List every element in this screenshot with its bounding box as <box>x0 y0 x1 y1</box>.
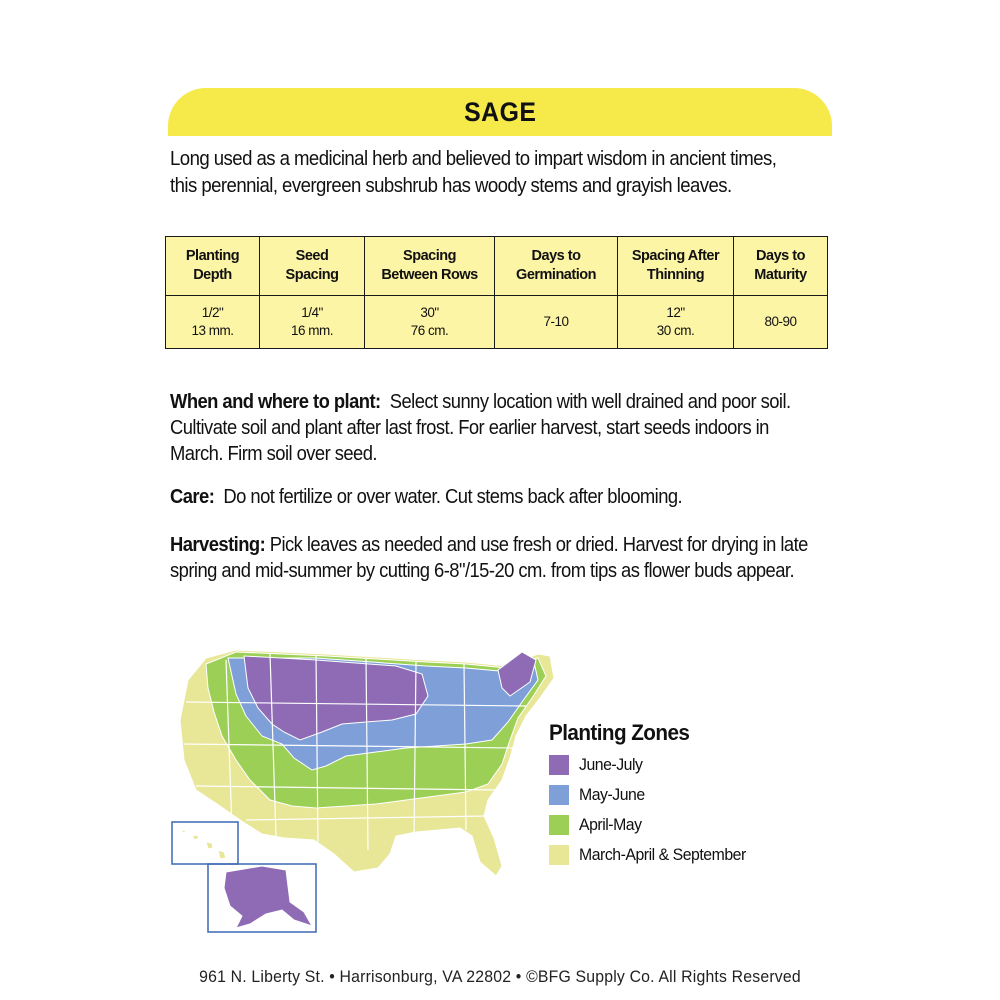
page-title: SAGE <box>463 96 537 127</box>
footer-address: 961 N. Liberty St. • Harrisonburg, VA 22802 • ©BFG Supply Co. All Rights Reserved <box>199 967 801 986</box>
maturity-header: Days to Maturity <box>754 248 807 283</box>
maturity-value: 80-90 <box>764 314 797 329</box>
planting-zones-legend <box>549 720 809 870</box>
legend-title: Planting Zones <box>549 720 690 745</box>
care-text: Do not fertilize or over water. Cut stems back after blooming. <box>223 486 683 508</box>
table-header-cell <box>166 237 260 296</box>
table-header-cell <box>495 237 618 296</box>
table-header-cell <box>734 237 828 296</box>
legend-swatch <box>549 815 569 835</box>
seed-spacing-header: Seed Spacing <box>285 248 339 283</box>
planting-specs-table <box>165 236 828 349</box>
care-label: Care: <box>170 486 215 508</box>
legend-item-april-may <box>549 810 809 840</box>
planting-depth-value: 1/2" 13 mm. <box>191 305 234 338</box>
table-value-row <box>166 296 828 349</box>
legend-swatch <box>549 755 569 775</box>
when-where-label: When and where to plant: <box>170 391 381 413</box>
hawaii-inset-frame <box>172 822 238 864</box>
row-spacing-value: 30" 76 cm. <box>410 305 449 338</box>
legend-swatch <box>549 845 569 865</box>
legend-label: May-June <box>579 785 645 804</box>
intro-description: Long used as a medicinal herb and believed to impart wisdom in ancient times, this perennial, evergreen subshrub has woody stems and grayish leaves. <box>170 148 777 197</box>
table-cell <box>495 296 618 349</box>
table-cell <box>260 296 365 349</box>
germination-value: 7-10 <box>543 314 569 329</box>
legend-item-may-june <box>549 780 809 810</box>
planting-depth-header: Planting Depth <box>185 248 240 283</box>
alaska-landmass <box>224 866 312 928</box>
planting-zones-map <box>166 640 566 940</box>
when-where-text: Select sunny location with well drained and poor soil. Cultivate soil and plant after last frost. For earlier harvest, start seeds indoors in March. Firm soil over seed. <box>170 391 791 465</box>
harvesting-text: Pick leaves as needed and use fresh or dried. Harvest for drying in late spring and mid-summer by cutting 6-8"/15-20 cm. from tips as flower buds appear. <box>170 534 808 582</box>
thinning-header: Spacing After Thinning <box>631 248 720 283</box>
harvesting-label: Harvesting: <box>170 534 266 556</box>
legend-label: April-May <box>579 815 642 834</box>
table-header-cell <box>618 237 734 296</box>
row-spacing-header: Spacing Between Rows <box>381 248 478 283</box>
legend-label: June-July <box>579 755 643 774</box>
germination-header: Days to Germination <box>516 248 596 283</box>
when-where-paragraph <box>170 389 825 467</box>
table-header-row <box>166 237 828 296</box>
table-cell <box>618 296 734 349</box>
title-banner <box>168 88 832 136</box>
legend-label: March-April & September <box>579 845 746 864</box>
table-cell <box>166 296 260 349</box>
legend-item-june-july <box>549 750 809 780</box>
harvesting-paragraph <box>170 532 825 584</box>
care-paragraph <box>170 484 825 510</box>
table-cell <box>365 296 495 349</box>
legend-item-march-april-september <box>549 840 809 870</box>
seed-spacing-value: 1/4" 16 mm. <box>290 305 333 338</box>
thinning-value: 12" 30 cm. <box>656 305 695 338</box>
hawaii-islands <box>180 830 226 859</box>
table-header-cell <box>365 237 495 296</box>
legend-swatch <box>549 785 569 805</box>
table-cell <box>734 296 828 349</box>
table-header-cell <box>260 237 365 296</box>
